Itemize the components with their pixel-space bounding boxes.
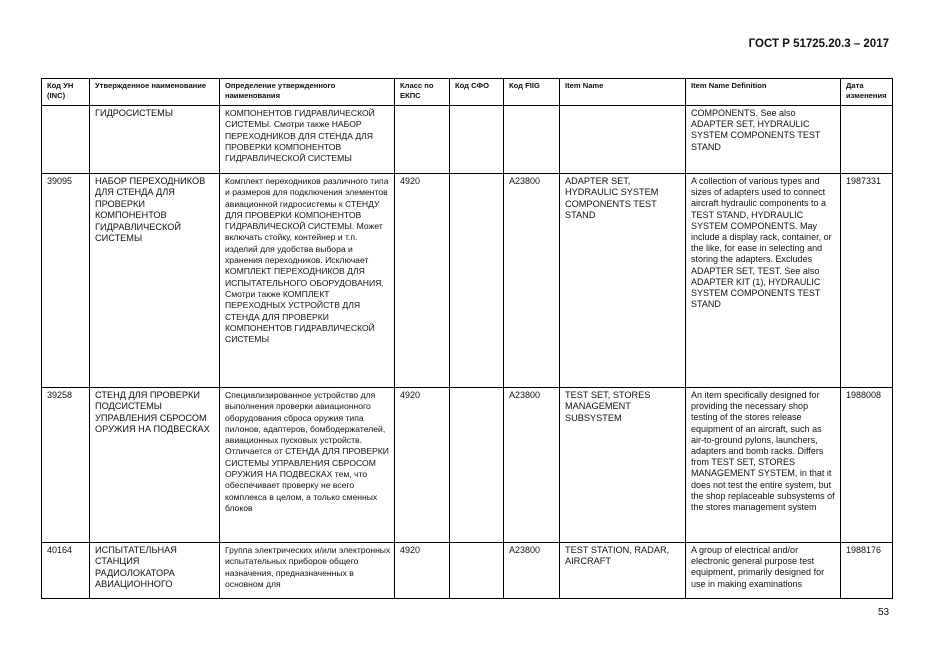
cell-sfo [450,174,504,388]
cell-inc [42,106,90,174]
cell-item-name: ADAPTER SET, HYDRAULIC SYSTEM COMPONENTS TEST STAND [560,174,686,388]
cell-change-date: 1988008 [841,388,893,543]
item-names-table [41,78,893,599]
cell-name-ru: СТЕНД ДЛЯ ПРОВЕРКИ ПОДСИСТЕМЫ УПРАВЛЕНИЯ СБРОСОМ ОРУЖИЯ НА ПОДВЕСКАХ [90,388,220,543]
column-header-ekps: Класс по ЕКПС [395,79,450,106]
cell-inc: 39095 [42,174,90,388]
column-header-item-name: Item Name [560,79,686,106]
column-header-inc: Код УН (INC) [42,79,90,106]
cell-sfo [450,106,504,174]
document-standard-header: ГОСТ Р 51725.20.3 – 2017 [748,38,889,50]
cell-change-date [841,106,893,174]
cell-sfo [450,388,504,543]
cell-change-date: 1987331 [841,174,893,388]
column-header-change-date: Дата изменения [841,79,893,106]
cell-ekps: 4920 [395,543,450,599]
cell-definition-ru: КОМПОНЕНТОВ ГИДРАВЛИЧЕСКОЙ СИСТЕМЫ. Смотри также НАБОР ПЕРЕХОДНИКОВ ДЛЯ СТЕНДА ДЛЯ ПРОВЕРКИ КОМПОНЕНТОВ ГИДРАВЛИЧЕСКОЙ СИСТЕМЫ [220,106,395,174]
cell-item-name-definition: A group of electrical and/or electronic general purpose test equipment, primarily designed for use in making examinations [686,543,841,599]
table-row [42,106,893,174]
cell-name-ru: ГИДРОСИСТЕМЫ [90,106,220,174]
table-row [42,174,893,388]
cell-change-date: 1988176 [841,543,893,599]
cell-item-name: TEST STATION, RADAR, AIRCRAFT [560,543,686,599]
cell-inc: 39258 [42,388,90,543]
cell-definition-ru: Комплект переходников различного типа и размеров для подключения элементов авиационной гидросистемы к СТЕНДУ ДЛЯ ПРОВЕРКИ КОМПОНЕНТОВ ГИДРАВЛИЧЕСКОЙ СИСТЕМЫ. Может включать стойку, контейнер и т.п. изделий для удобства выбора и хранения переходников. Исключает КОМПЛЕКТ ПЕРЕХОДНИКОВ ДЛЯ ИСПЫТАТЕЛЬНОГО ОБОРУДОВАНИЯ. Смотри также КОМПЛЕКТ ПЕРЕХОДНЫХ УСТРОЙСТВ ДЛЯ СТЕНДА ДЛЯ ПРОВЕРКИ КОМПОНЕНТОВ ГИДРАВЛИЧЕСКОЙ СИСТЕМЫ [220,174,395,388]
cell-item-name-definition: An item specifically designed for providing the necessary shop testing of the stores release equipment of an aircraft, such as air-to-ground pylons, launchers, adapters and bomb racks. Differs from TEST SET, STORES MANAGEMENT SYSTEM, in that it does not test the entire system, but the shop replaceable subsystems of the stores management system [686,388,841,543]
cell-name-ru: ИСПЫТАТЕЛЬНАЯ СТАНЦИЯ РАДИОЛОКАТОРА АВИАЦИОННОГО [90,543,220,599]
cell-item-name-definition: A collection of various types and sizes of adapters used to connect aircraft hydraulic components to a TEST STAND, HYDRAULIC SYSTEM COMPONENTS. May include a display rack, container, or the like, for ease in selecting and storing the adapters. Excludes ADAPTER SET, TEST. See also ADAPTER KIT (1), HYDRAULIC SYSTEM COMPONENTS TEST STAND [686,174,841,388]
table-row [42,388,893,543]
table-header-row [42,79,893,106]
cell-item-name [560,106,686,174]
cell-ekps: 4920 [395,174,450,388]
column-header-fiig: Код FIIG [504,79,560,106]
cell-definition-ru: Группа электрических и/или электронных испытательных приборов общего назначения, предназначенных в основном для [220,543,395,599]
cell-inc: 40164 [42,543,90,599]
cell-sfo [450,543,504,599]
cell-fiig: A23800 [504,388,560,543]
column-header-definition-ru: Определение утвержденного наименования [220,79,395,106]
table-row [42,543,893,599]
cell-fiig [504,106,560,174]
column-header-name-ru: Утвержденное наименование [90,79,220,106]
column-header-item-name-definition: Item Name Definition [686,79,841,106]
cell-ekps: 4920 [395,388,450,543]
cell-fiig: A23800 [504,543,560,599]
cell-ekps [395,106,450,174]
page-number: 53 [878,607,890,618]
cell-definition-ru: Специализированное устройство для выполнения проверки авиационного оборудования сброса оружия типа пилонов, адаптеров, бомбодержателей, авиационных пусковых устройств. Отличается от СТЕНДА ДЛЯ ПРОВЕРКИ СИСТЕМЫ УПРАВЛЕНИЯ СБРОСОМ ОРУЖИЯ НА ПОДВЕСКАХ тем, что обеспечивает проверку не всего комплекса в целом, а только сменных блоков [220,388,395,543]
cell-item-name-definition: COMPONENTS. See also ADAPTER SET, HYDRAULIC SYSTEM COMPONENTS TEST STAND [686,106,841,174]
cell-name-ru: НАБОР ПЕРЕХОДНИКОВ ДЛЯ СТЕНДА ДЛЯ ПРОВЕРКИ КОМПОНЕНТОВ ГИДРАВЛИЧЕСКОЙ СИСТЕМЫ [90,174,220,388]
cell-item-name: TEST SET, STORES MANAGEMENT SUBSYSTEM [560,388,686,543]
column-header-sfo: Код СФО [450,79,504,106]
cell-fiig: A23800 [504,174,560,388]
